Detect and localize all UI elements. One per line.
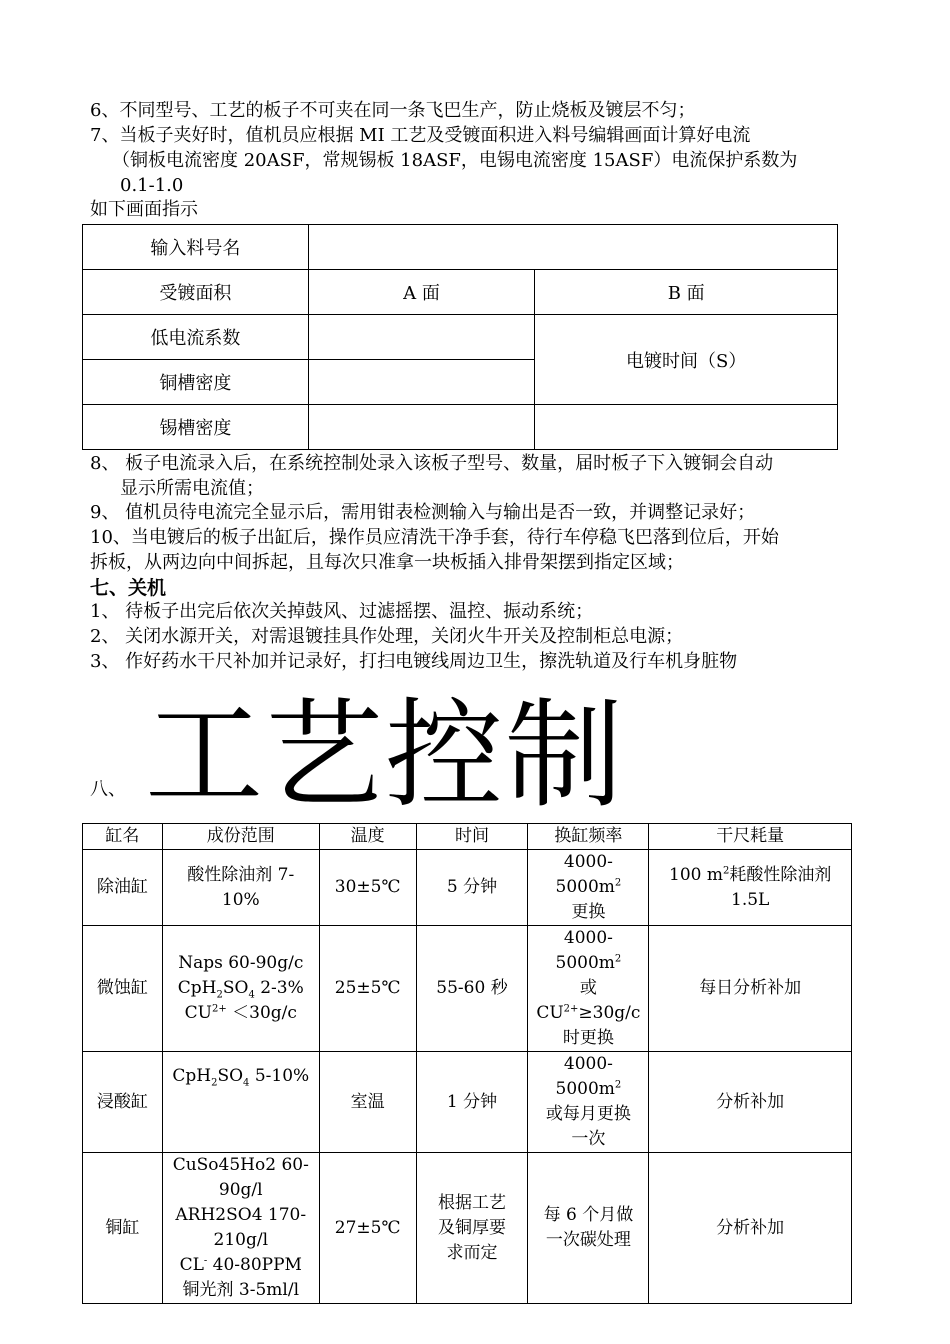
composition-cell: CuSo45Ho2 60- 90g/l ARH2SO4 170- 210g/l CL- 40-80PPM 铜光剂 3-5ml/l bbox=[162, 1153, 319, 1304]
temperature-cell: 30±5℃ bbox=[319, 850, 416, 926]
label-tin-density: 锡槽密度 bbox=[83, 405, 309, 450]
consumption-text: 100 m bbox=[669, 864, 723, 885]
step-9: 9、 值机员待电流完全显示后，需用钳表检测输入与输出是否一致，并调整记录好； bbox=[90, 502, 756, 523]
temperature-cell: 25±5℃ bbox=[319, 926, 416, 1052]
consumption-cell: 分析补加 bbox=[649, 1052, 852, 1153]
composition-cell bbox=[162, 926, 319, 1052]
value-copper-density bbox=[308, 360, 535, 405]
label-part-name: 输入料号名 bbox=[83, 225, 309, 270]
step-7-line-2: （铜板电流密度 20ASF，常规锡板 18ASF，电锡电流密度 15ASF）电流保护系数为 bbox=[112, 150, 798, 171]
frequency-cell bbox=[528, 850, 649, 926]
header-temperature: 温度 bbox=[319, 824, 416, 850]
process-control-table bbox=[82, 823, 852, 1304]
header-composition: 成份范围 bbox=[162, 824, 319, 850]
step-10-line-1: 10、当电镀后的板子出缸后，操作员应清洗干净手套，待行车停稳飞巴落到位后，开始 bbox=[90, 527, 779, 548]
header-tank: 缸名 bbox=[83, 824, 163, 850]
table-row bbox=[83, 926, 852, 1052]
table-row bbox=[83, 1052, 852, 1153]
step-8-line-1: 8、 板子电流录入后，在系统控制处录入该板子型号、数量，届时板子下入镀铜会自动 bbox=[90, 453, 774, 474]
tank-name: 除油缸 bbox=[83, 850, 163, 926]
frequency-cell: $4000-5000m^2$ 或 $CU^{2+}\ge 30g/c$ 时更换 bbox=[528, 926, 649, 1052]
section-7-item-2: 2、 关闭水源开关，对需退镀挂具作处理，关闭火牛开关及控制柜总电源； bbox=[90, 626, 684, 647]
label-low-current-factor: 低电流系数 bbox=[83, 315, 309, 360]
step-10-line-2: 拆板，从两边向中间拆起，且每次只准拿一块板插入排骨架摆到指定区域； bbox=[90, 552, 684, 573]
composition-line: Naps 60-90g/c bbox=[178, 953, 304, 973]
value-tin-density bbox=[308, 405, 535, 450]
time-cell: 5 分钟 bbox=[416, 850, 528, 926]
composition-line: 10% bbox=[221, 889, 260, 910]
tank-name: 铜缸 bbox=[83, 1153, 163, 1304]
label-plating-area: 受镀面积 bbox=[83, 270, 309, 315]
header-time: 时间 bbox=[416, 824, 528, 850]
step-7-line-3: 0.1-1.0 bbox=[120, 175, 184, 196]
consumption-cell: 每日分析补加 bbox=[649, 926, 852, 1052]
time-cell: 根据工艺 及铜厚要 求而定 bbox=[416, 1153, 528, 1304]
consumption-text: 1.5L bbox=[731, 889, 770, 910]
composition-line: $CU^{2+} <30g/c$ bbox=[184, 1003, 297, 1023]
time-cell: 55-60 秒 bbox=[416, 926, 528, 1052]
table-row bbox=[83, 1153, 852, 1304]
input-screen-table bbox=[82, 224, 838, 450]
section-8-number: 八、 bbox=[90, 779, 126, 800]
value-low-current-factor bbox=[308, 315, 535, 360]
step-8-line-2: 显示所需电流值； bbox=[120, 478, 264, 499]
consumption-cell: 分析补加 bbox=[649, 1153, 852, 1304]
superscript: 2 bbox=[614, 877, 622, 889]
superscript: 2 bbox=[722, 864, 730, 876]
composition-line: 酸性除油剂 7- bbox=[187, 864, 295, 885]
label-plating-time: 电镀时间（S） bbox=[535, 315, 838, 405]
header-change-frequency: 换缸频率 bbox=[528, 824, 649, 850]
frequency-text: 更换 bbox=[571, 902, 606, 922]
section-8-title: 工艺控制 bbox=[145, 686, 626, 824]
frequency-cell: $4000-5000m^2$ 或每月更换 一次 bbox=[528, 1052, 649, 1153]
table-row bbox=[83, 850, 852, 926]
frequency-cell: 每 6 个月做 一次碳处理 bbox=[528, 1153, 649, 1304]
value-part-name bbox=[308, 225, 837, 270]
consumption-text: 耗酸性除油剂 bbox=[729, 864, 832, 885]
frequency-text: 4000-5000m bbox=[555, 852, 615, 897]
composition-cell: $CpH_2SO_4$ 5-10% bbox=[162, 1052, 319, 1153]
section-7-title: 七、关机 bbox=[90, 577, 167, 599]
composition-cell bbox=[162, 850, 319, 926]
section-7-item-3: 3、 作好药水干尺补加并记录好，打扫电镀线周边卫生，擦洗轨道及行车机身脏物 bbox=[90, 651, 738, 672]
section-7-item-1: 1、 待板子出完后依次关掉鼓风、过滤摇摆、温控、振动系统； bbox=[90, 601, 594, 622]
step-7-line-1: 7、当板子夹好时，值机员应根据 MI 工艺及受镀面积进入料号编辑画面计算好电流 bbox=[90, 125, 751, 146]
header-consumption: 干尺耗量 bbox=[649, 824, 852, 850]
value-plating-time bbox=[535, 405, 838, 450]
consumption-cell bbox=[649, 850, 852, 926]
composition-line: $CpH_2SO_4$ 2-3% bbox=[177, 978, 304, 1001]
tank-name: 微蚀缸 bbox=[83, 926, 163, 1052]
temperature-cell: 室温 bbox=[319, 1052, 416, 1153]
tank-name: 浸酸缸 bbox=[83, 1052, 163, 1153]
label-b-side: B 面 bbox=[535, 270, 838, 315]
label-copper-density: 铜槽密度 bbox=[83, 360, 309, 405]
temperature-cell: 27±5℃ bbox=[319, 1153, 416, 1304]
label-a-side: A 面 bbox=[308, 270, 535, 315]
step-7-line-4: 如下画面指示 bbox=[90, 199, 198, 220]
step-6: 6、不同型号、工艺的板子不可夹在同一条飞巴生产，防止烧板及镀层不匀； bbox=[90, 100, 696, 121]
time-cell: 1 分钟 bbox=[416, 1052, 528, 1153]
